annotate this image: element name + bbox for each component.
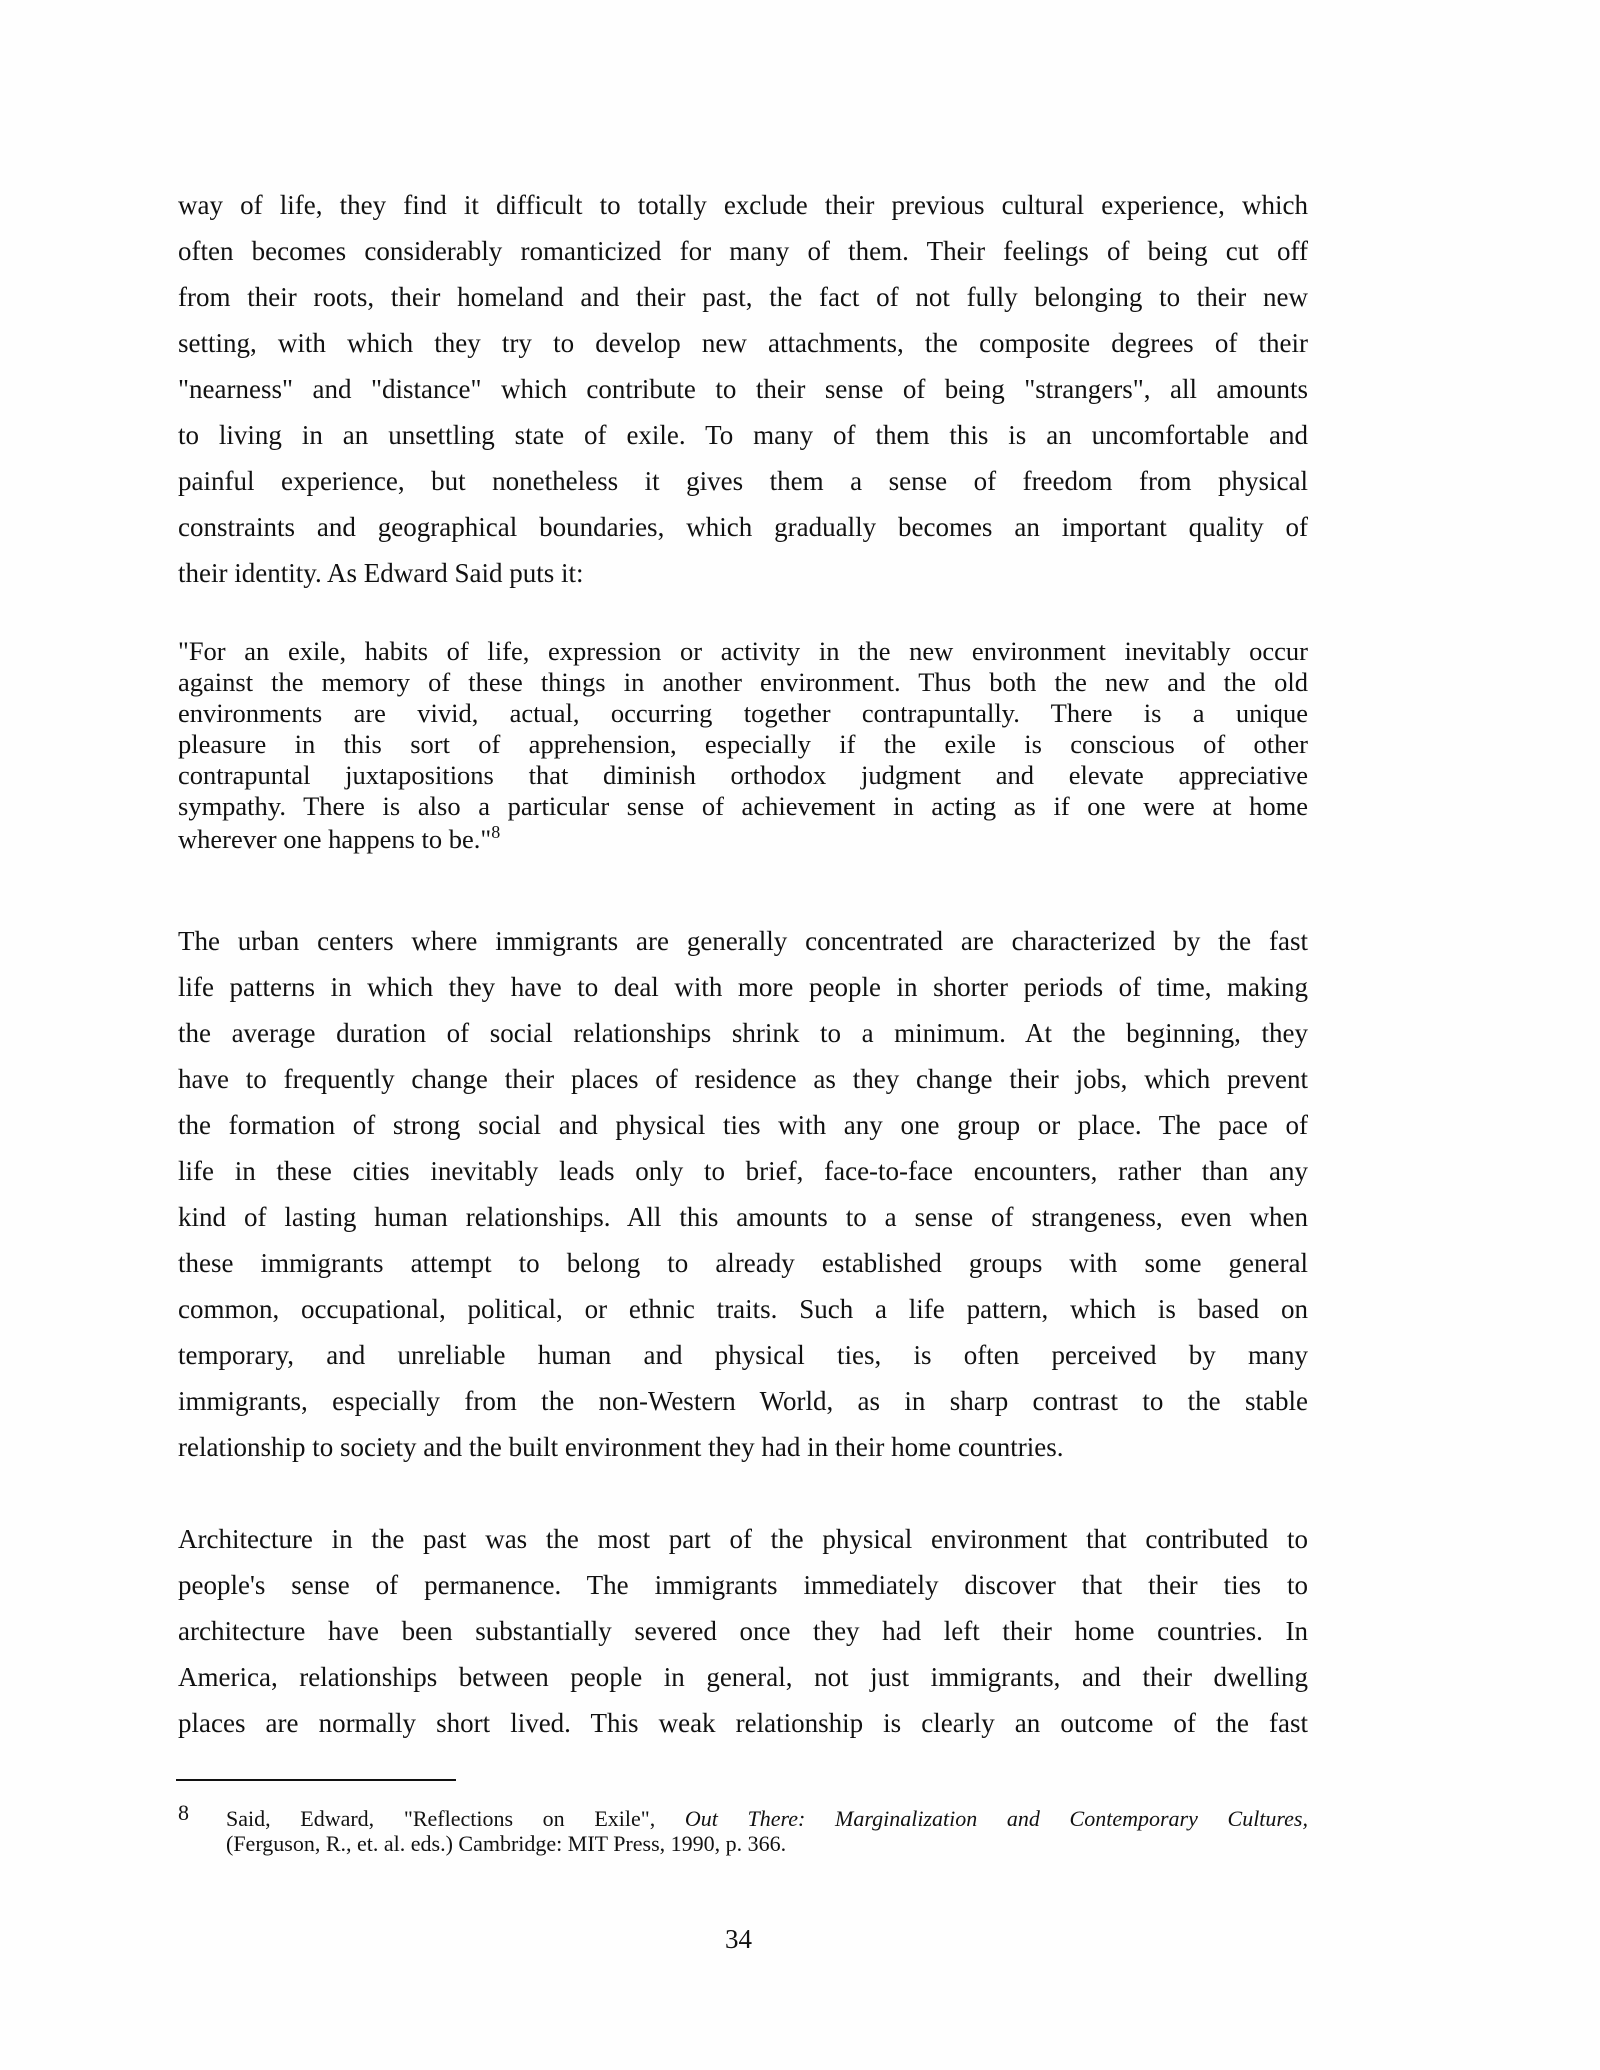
paragraph-line: temporary, and unreliable human and physical ties, is often perceived by many	[178, 1340, 1308, 1370]
paragraph-line: life in these cities inevitably leads only to brief, face-to-face encounters, rather than any	[178, 1156, 1308, 1186]
paragraph-line: to living in an unsettling state of exile. To many of them this is an uncomfortable and	[178, 420, 1308, 450]
quote-line: pleasure in this sort of apprehension, especially if the exile is conscious of other	[178, 729, 1308, 759]
paragraph-line: "nearness" and "distance" which contribute to their sense of being "strangers", all amounts	[178, 374, 1308, 404]
paragraph-line: life patterns in which they have to deal with more people in shorter periods of time, making	[178, 972, 1308, 1002]
footnote-citation: Said, Edward, "Reflections on Exile",	[226, 1806, 685, 1831]
paragraph-line: constraints and geographical boundaries, which gradually becomes an important quality of	[178, 512, 1308, 542]
paragraph-line: painful experience, but nonetheless it gives them a sense of freedom from physical	[178, 466, 1308, 496]
quote-line-last	[178, 824, 1308, 854]
quote-line: sympathy. There is also a particular sense of achievement in acting as if one were at home	[178, 791, 1308, 821]
paragraph-line: way of life, they find it difficult to totally exclude their previous cultural experience, which	[178, 190, 1308, 220]
paragraph-line: from their roots, their homeland and their past, the fact of not fully belonging to their new	[178, 282, 1308, 312]
footnote-book-title: Out There: Marginalization and Contemporary Cultures,	[684, 1806, 1308, 1831]
paragraph-line: the formation of strong social and physical ties with any one group or place. The pace of	[178, 1110, 1308, 1140]
page-number: 34	[725, 1924, 752, 1954]
paragraph-line: America, relationships between people in general, not just immigrants, and their dwelling	[178, 1662, 1308, 1692]
paragraph-line: Architecture in the past was the most part of the physical environment that contributed to	[178, 1524, 1308, 1554]
paragraph-line: these immigrants attempt to belong to already established groups with some general	[178, 1248, 1308, 1278]
paragraph-line: their identity. As Edward Said puts it:	[178, 558, 584, 588]
quote-line: against the memory of these things in another environment. Thus both the new and the old	[178, 667, 1308, 697]
footnote-divider	[176, 1779, 456, 1781]
paragraph-line: relationship to society and the built environment they had in their home countries.	[178, 1432, 1064, 1462]
paragraph-line: immigrants, especially from the non-Western World, as in sharp contrast to the stable	[178, 1386, 1308, 1416]
footnote-number: 8	[178, 1800, 189, 1825]
paragraph-line: architecture have been substantially severed once they had left their home countries. In	[178, 1616, 1308, 1646]
paragraph-line: often becomes considerably romanticized for many of them. Their feelings of being cut off	[178, 236, 1308, 266]
paragraph-line: people's sense of permanence. The immigrants immediately discover that their ties to	[178, 1570, 1308, 1600]
quote-line: "For an exile, habits of life, expression or activity in the new environment inevitably occur	[178, 636, 1308, 666]
paragraph-line: have to frequently change their places of residence as they change their jobs, which prevent	[178, 1064, 1308, 1094]
footnote-line-1	[226, 1806, 1308, 1832]
paragraph-line: places are normally short lived. This weak relationship is clearly an outcome of the fast	[178, 1708, 1308, 1738]
footnote-reference[interactable]: 8	[491, 822, 501, 842]
footnote-line-2: (Ferguson, R., et. al. eds.) Cambridge: MIT Press, 1990, p. 366.	[226, 1831, 787, 1856]
paragraph-line: The urban centers where immigrants are generally concentrated are characterized by the fast	[178, 926, 1308, 956]
quote-line: environments are vivid, actual, occurring together contrapuntally. There is a unique	[178, 698, 1308, 728]
paragraph-line: common, occupational, political, or ethnic traits. Such a life pattern, which is based on	[178, 1294, 1308, 1324]
quote-line-text: wherever one happens to be."	[178, 824, 492, 854]
paragraph-line: kind of lasting human relationships. All this amounts to a sense of strangeness, even when	[178, 1202, 1308, 1232]
quote-line: contrapuntal juxtapositions that diminish orthodox judgment and elevate appreciative	[178, 760, 1308, 790]
paragraph-line: setting, with which they try to develop new attachments, the composite degrees of their	[178, 328, 1308, 358]
paragraph-line: the average duration of social relationships shrink to a minimum. At the beginning, they	[178, 1018, 1308, 1048]
